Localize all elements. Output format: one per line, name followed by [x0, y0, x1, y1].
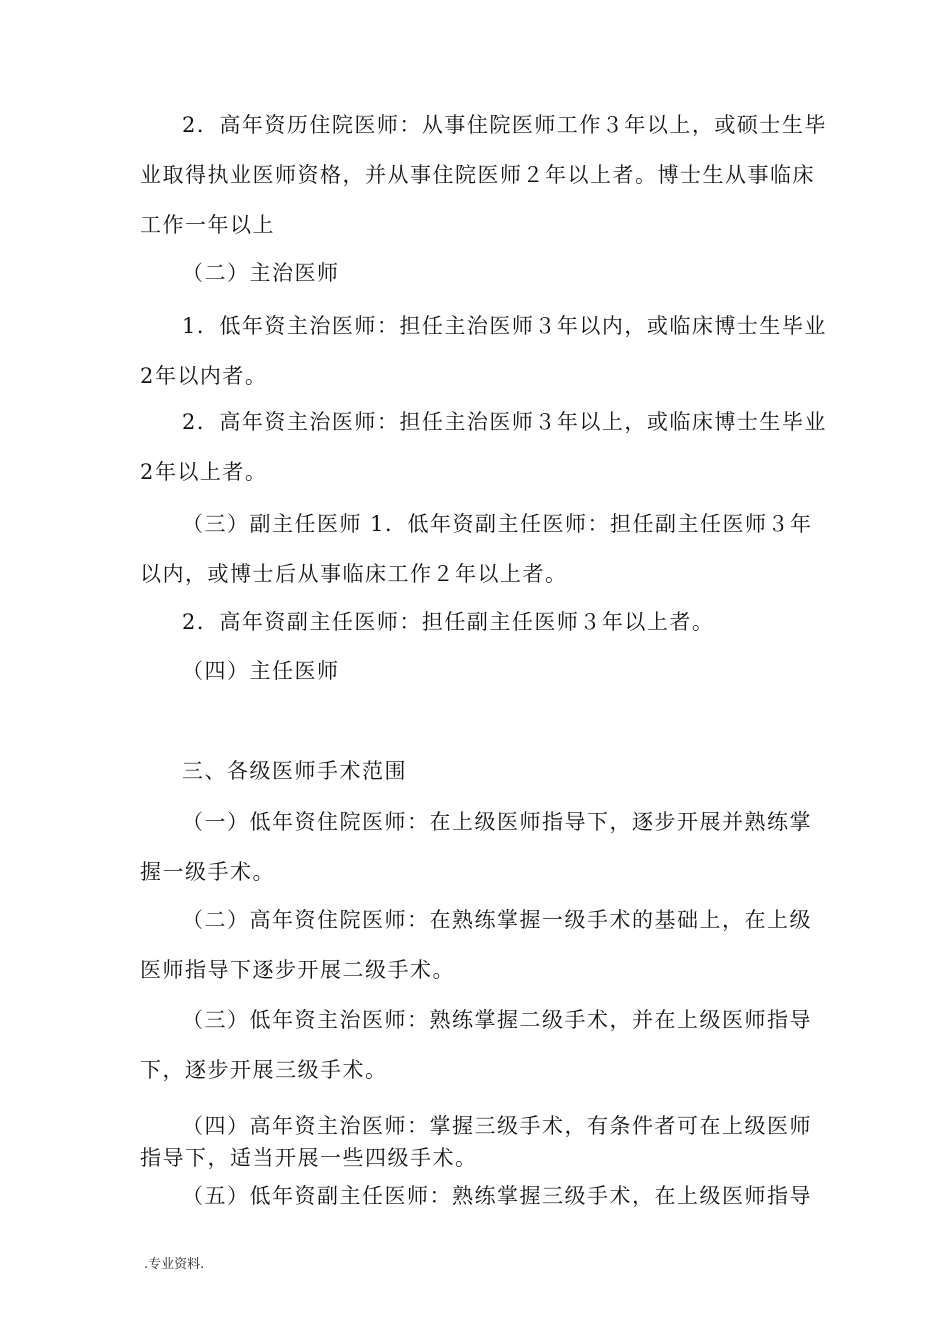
footer-note: .专业资料. — [144, 1257, 205, 1272]
section-heading-surgery-scope: 三、各级医师手术范围 — [182, 759, 407, 783]
paragraph-senior-associate-chief: 2．高年资副主任医师：担任副主任医师３年以上者。 — [182, 610, 715, 634]
paragraph-scope-junior-associate-chief: （五）低年资副主任医师：熟练掌握三级手术，在上级医师指导 — [182, 1184, 812, 1208]
heading-chief-physician: （四）主任医师 — [182, 659, 340, 683]
paragraph-scope-junior-resident: （一）低年资住院医师：在上级医师指导下，逐步开展并熟练掌握一级手术。 — [140, 810, 812, 884]
paragraph-senior-resident: 2．高年资历住院医师：从事住院医师工作３年以上，或硕士生毕业取得执业医师资格，并从事住院医师２年以上者。博士生从事临床工作一年以上 — [140, 113, 827, 237]
paragraph-senior-attending: 2．高年资主治医师：担任主治医师３年以上，或临床博士生毕业2年以上者。 — [140, 410, 827, 484]
paragraph-scope-junior-attending: （三）低年资主治医师：熟练掌握二级手术，并在上级医师指导下，逐步开展三级手术。 — [140, 1008, 812, 1082]
paragraph-associate-chief: （三）副主任医师 1．低年资副主任医师：担任副主任医师３年以内，或博士后从事临床工作２年以上者。 — [140, 512, 813, 586]
paragraph-junior-attending: 1．低年资主治医师：担任主治医师３年以内，或临床博士生毕业2年以内者。 — [140, 314, 827, 388]
paragraph-scope-senior-resident: （二）高年资住院医师：在熟练掌握一级手术的基础上，在上级医师指导下逐步开展二级手术。 — [140, 908, 812, 982]
paragraph-scope-senior-attending: （四）高年资主治医师：掌握三级手术，有条件者可在上级医师指导下，适当开展一些四级手术。 — [140, 1114, 812, 1170]
heading-attending-physician: （二）主治医师 — [182, 261, 340, 285]
